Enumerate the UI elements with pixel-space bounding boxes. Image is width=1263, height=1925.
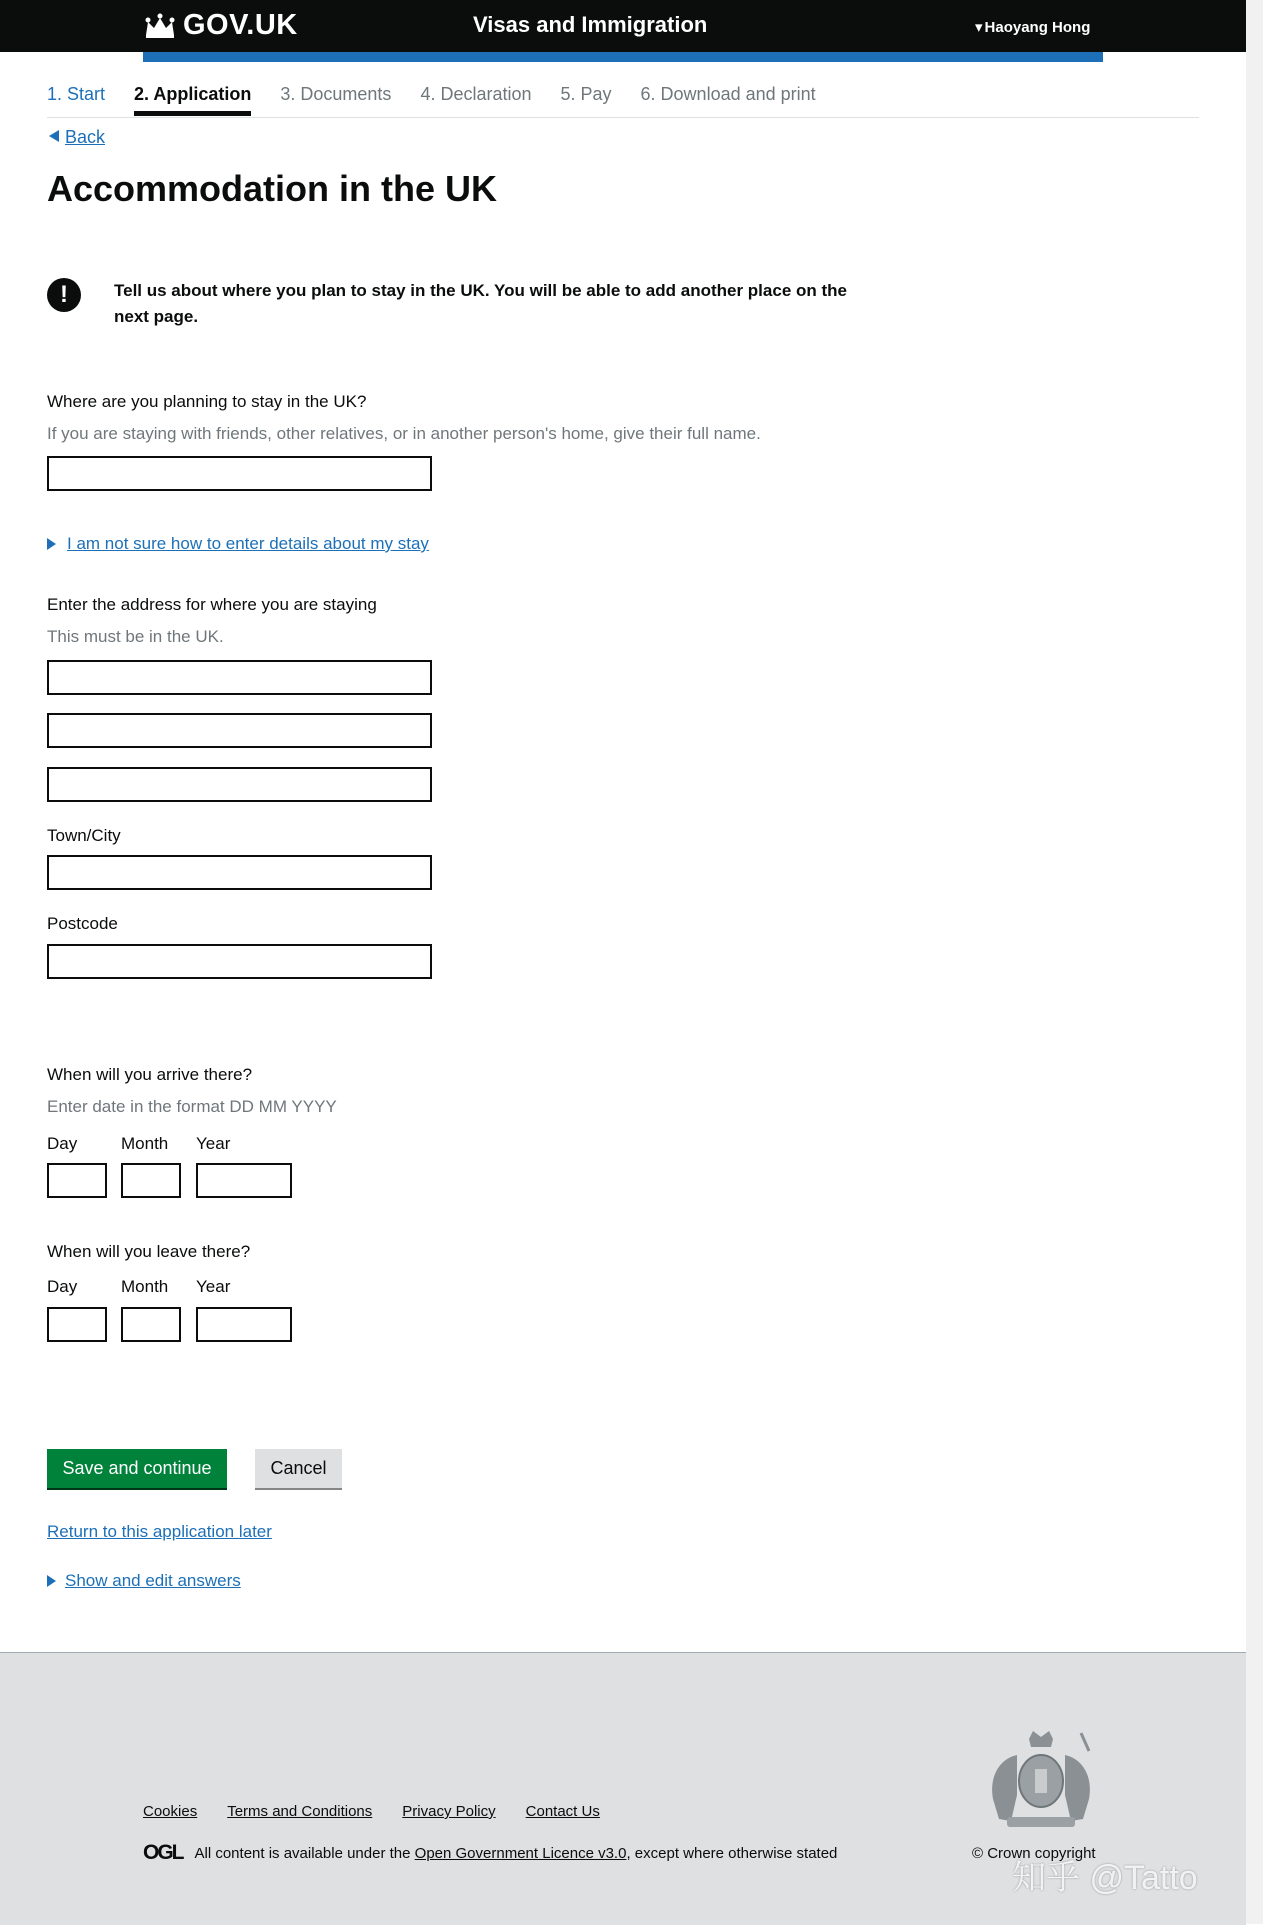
leave-year-label: Year — [196, 1277, 231, 1296]
arrive-day-input[interactable] — [47, 1163, 107, 1198]
disclosure-triangle-icon — [47, 538, 56, 550]
address-label: Enter the address for where you are staying — [47, 595, 377, 614]
leave-day-label: Day — [47, 1277, 78, 1296]
user-name: Haoyang Hong — [984, 18, 1091, 36]
licence-prefix: All content is available under the — [194, 1844, 411, 1862]
address-hint: This must be in the UK. — [47, 627, 224, 646]
town-label: Town/City — [47, 826, 121, 845]
page-title: Accommodation in the UK — [47, 168, 498, 209]
arrive-month-label: Month — [121, 1134, 169, 1153]
leave-month-input[interactable] — [121, 1307, 181, 1342]
licence-statement — [143, 1841, 837, 1865]
back-link[interactable]: Back — [65, 127, 106, 147]
stay-label: Where are you planning to stay in the UK? — [47, 392, 367, 411]
address-line-2-input[interactable] — [47, 713, 432, 748]
step-item: 2. Application — [134, 84, 251, 116]
leave-label: When will you leave there? — [47, 1242, 251, 1261]
logo-text: GOV.UK — [183, 9, 298, 41]
licence-suffix: , except where otherwise stated — [626, 1844, 838, 1862]
watermark: 知乎 @Tatto — [1012, 1859, 1198, 1897]
header-bar — [0, 0, 1246, 52]
leave-year-input[interactable] — [196, 1307, 292, 1342]
stay-name-input[interactable] — [47, 456, 432, 491]
footer-link-privacy[interactable]: Privacy Policy — [402, 1803, 496, 1820]
step-item[interactable]: 1. Start — [47, 84, 106, 104]
step-item: 5. Pay — [560, 84, 612, 104]
save-and-continue-button[interactable]: Save and continue — [47, 1449, 227, 1488]
step-item: 3. Documents — [280, 84, 392, 104]
steps-divider — [47, 117, 1199, 118]
arrive-year-input[interactable] — [196, 1163, 292, 1198]
licence-link[interactable]: Open Government Licence v3.0 — [414, 1844, 627, 1862]
arrive-label: When will you arrive there? — [47, 1065, 253, 1084]
exclamation-icon: ! — [47, 278, 81, 312]
arrive-month-input[interactable] — [121, 1163, 181, 1198]
return-later-link[interactable]: Return to this application later — [47, 1522, 272, 1541]
stay-hint: If you are staying with friends, other relatives, or in another person's home, give their full name. — [47, 424, 761, 443]
stay-help-link[interactable]: I am not sure how to enter details about my stay — [67, 534, 429, 553]
postcode-label: Postcode — [47, 914, 118, 933]
crown-icon — [143, 13, 177, 39]
footer-link-cookies[interactable]: Cookies — [143, 1803, 198, 1820]
important-notice — [47, 278, 867, 330]
scrollbar-track[interactable] — [1246, 0, 1263, 1924]
ogl-logo-icon: OGL — [143, 1841, 183, 1864]
postcode-input[interactable] — [47, 944, 432, 979]
arrive-day-label: Day — [47, 1134, 78, 1153]
stay-help-details[interactable] — [47, 534, 429, 554]
arrive-year-label: Year — [196, 1134, 231, 1153]
town-input[interactable] — [47, 855, 432, 890]
footer-links — [143, 1803, 600, 1820]
address-line-1-input[interactable] — [47, 660, 432, 695]
leave-month-label: Month — [121, 1277, 169, 1296]
leave-day-input[interactable] — [47, 1307, 107, 1342]
footer-link-terms[interactable]: Terms and Conditions — [227, 1803, 373, 1820]
footer-link-contact[interactable]: Contact Us — [525, 1803, 600, 1820]
back-arrow-icon — [47, 127, 61, 148]
govuk-logo[interactable] — [143, 9, 298, 42]
header-accent-strip — [143, 52, 1103, 62]
step-item: 6. Download and print — [640, 84, 816, 104]
crown-copyright: © Crown copyright — [972, 1845, 1096, 1862]
disclosure-triangle-icon — [47, 1575, 56, 1587]
cancel-button[interactable]: Cancel — [255, 1449, 342, 1488]
show-edit-details[interactable] — [47, 1571, 241, 1591]
royal-coat-of-arms-icon — [977, 1725, 1105, 1838]
caret-down-icon: ▾ — [975, 19, 983, 36]
notice-text: Tell us about where you plan to stay in the UK. You will be able to add another place on the next page. — [114, 281, 847, 326]
arrive-hint: Enter date in the format DD MM YYYY — [47, 1097, 337, 1116]
address-line-3-input[interactable] — [47, 767, 432, 802]
step-navigation — [47, 84, 845, 116]
user-menu[interactable] — [975, 18, 1090, 36]
service-name[interactable]: Visas and Immigration — [473, 12, 708, 37]
show-edit-answers-link[interactable]: Show and edit answers — [65, 1571, 241, 1590]
step-item: 4. Declaration — [420, 84, 532, 104]
back-link-container — [47, 127, 105, 148]
